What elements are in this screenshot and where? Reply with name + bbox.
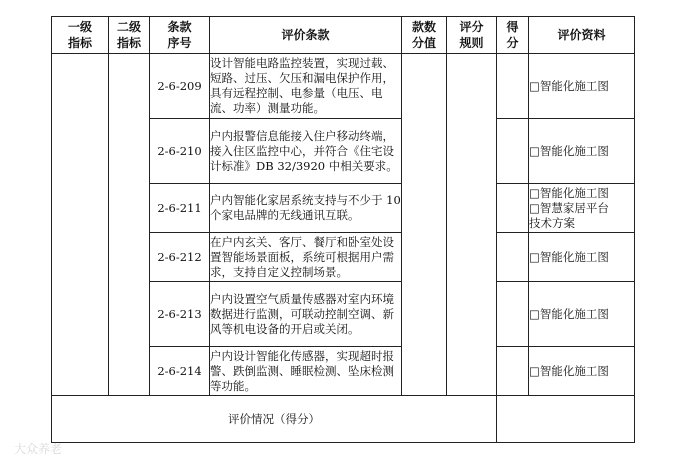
material-item: □智能化施工图 — [529, 249, 609, 264]
header-rule: 评分 规则 — [447, 17, 497, 54]
clause-code: 2-6-214 — [150, 347, 210, 396]
material-item: □智能化施工图 — [529, 143, 609, 158]
clause-code: 2-6-209 — [150, 54, 210, 119]
header-code: 条款 序号 — [150, 17, 210, 54]
table-row — [52, 54, 635, 119]
material-item: □智能化施工图 — [529, 363, 609, 378]
header-row — [52, 17, 635, 54]
clause-text: 户内设计智能化传感器，实现超时报警、跌倒监测、睡眠检测、坠床检测等功能。 — [210, 347, 402, 396]
header-level2: 二级 指标 — [109, 17, 150, 54]
clause-text: 设计智能电路监控装置，实现过载、短路、过压、欠压和漏电保护作用，具有远程控制、电参量（电压、电流、功率）测量功能。 — [210, 54, 402, 119]
material-cell — [529, 347, 635, 396]
summary-row — [52, 396, 635, 443]
evaluation-table — [51, 16, 635, 443]
clause-text: 在户内玄关、客厅、餐厅和卧室处设置智能场景面板，系统可根据用户需求，支持自定义控制场景。 — [210, 233, 402, 282]
clause-text: 户内报警信息能接入住户移动终端，接入住区监控中心，并符合《住宅设计标准》DB 32/3920 中相关要求。 — [210, 119, 402, 184]
clause-code: 2-6-213 — [150, 282, 210, 347]
header-clause: 评价条款 — [210, 17, 402, 54]
material-item: □智能化施工图 — [529, 306, 609, 321]
score-cell[interactable] — [497, 347, 529, 396]
clause-text: 户内智能化家居系统支持与不少于 10 个家电品牌的无线通讯互联。 — [210, 184, 402, 233]
summary-label: 评价情况（得分） — [52, 396, 497, 443]
header-level1: 一级 指标 — [52, 17, 109, 54]
header-score-value: 款数 分值 — [402, 17, 447, 54]
material-item: 技术方案 — [529, 215, 575, 230]
material-cell — [529, 184, 635, 233]
material-cell — [529, 233, 635, 282]
clause-code: 2-6-212 — [150, 233, 210, 282]
score-cell[interactable] — [497, 233, 529, 282]
score-cell[interactable] — [497, 282, 529, 347]
material-cell — [529, 119, 635, 184]
material-item: □智能化施工图 — [529, 78, 609, 93]
material-cell — [529, 282, 635, 347]
summary-score-cell[interactable] — [497, 396, 635, 443]
score-value-cell — [402, 54, 447, 396]
clause-code: 2-6-210 — [150, 119, 210, 184]
material-cell — [529, 54, 635, 119]
score-cell[interactable] — [497, 54, 529, 119]
header-material: 评价资料 — [529, 17, 635, 54]
level1-cell — [52, 54, 109, 396]
header-score: 得 分 — [497, 17, 529, 54]
score-cell[interactable] — [497, 184, 529, 233]
clause-code: 2-6-211 — [150, 184, 210, 233]
clause-text: 户内设置空气质量传感器对室内环境数据进行监测，可联动控制空调、新风等机电设备的开启或关闭。 — [210, 282, 402, 347]
level2-cell — [109, 54, 150, 396]
score-cell[interactable] — [497, 119, 529, 184]
material-item: □智能化施工图 — [529, 185, 609, 200]
material-item: □智慧家居平台 — [529, 200, 609, 215]
watermark: 大众养老 — [14, 442, 63, 456]
rule-cell — [447, 54, 497, 396]
